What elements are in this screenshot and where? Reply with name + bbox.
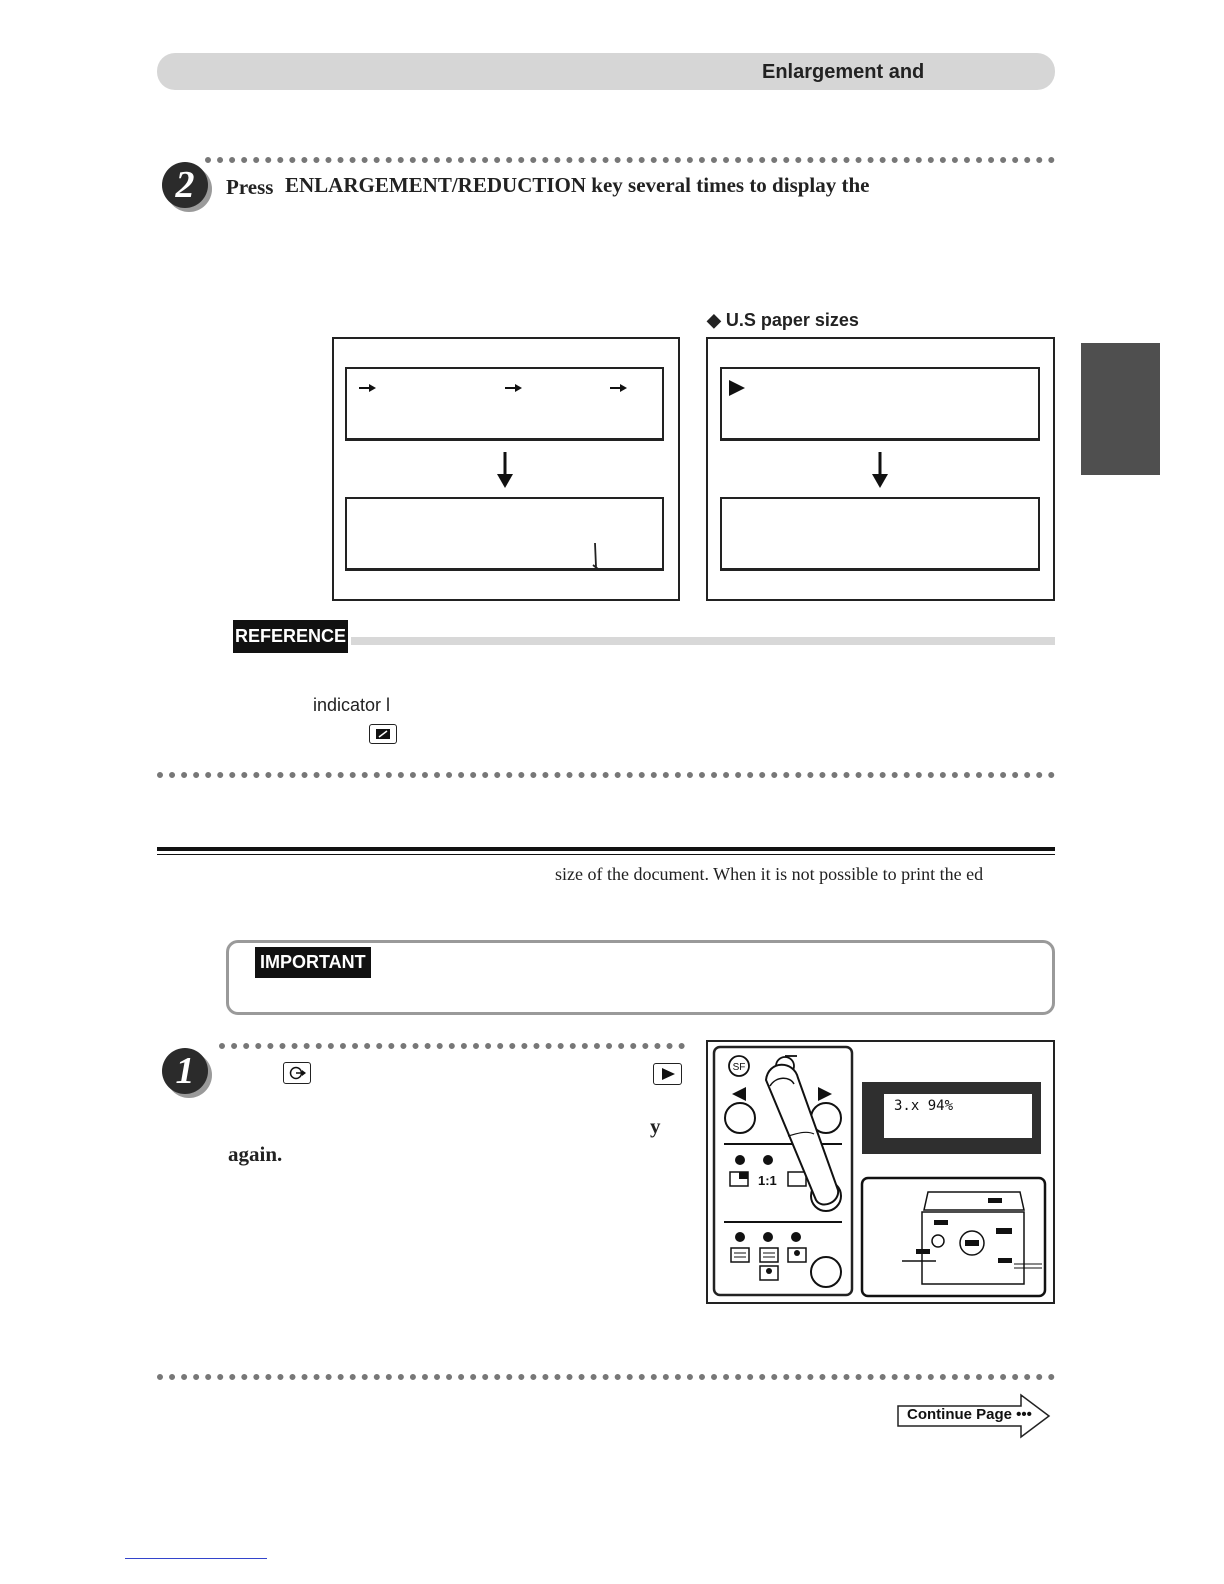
step-2-instruction: ENLARGEMENT/REDUCTION key several times to display the: [285, 173, 870, 197]
dotted-divider: [219, 1043, 685, 1049]
footer-link-underline[interactable]: [125, 1558, 267, 1559]
step-1-fragment: y: [650, 1114, 661, 1138]
rotate-key-icon: [283, 1062, 311, 1084]
lcd-readout: 3.x 94%: [894, 1098, 954, 1114]
continue-page-link[interactable]: Continue Page •••: [907, 1406, 1032, 1423]
lcd-display-top-left: [345, 367, 664, 441]
sf-label: SF: [732, 1062, 746, 1073]
play-triangle-icon: [726, 377, 750, 401]
step-2-press: Press: [226, 175, 274, 199]
reference-rule: [351, 637, 1055, 645]
lcd-display-bottom-left: [345, 497, 664, 571]
dotted-divider: [157, 772, 1055, 778]
lcd-display-top-right: [720, 367, 1040, 441]
down-arrow-icon: [494, 450, 516, 490]
us-paper-sizes-label: ◆ U.S paper sizes: [707, 310, 859, 330]
dotted-divider: [205, 157, 1055, 163]
section-rule: [157, 847, 1055, 851]
reference-label: REFERENCE: [233, 620, 348, 653]
cursor-mark-icon: [589, 539, 609, 573]
original-key-icon: [369, 724, 397, 744]
step-1-again: again.: [228, 1142, 283, 1166]
chapter-tab: [1081, 343, 1160, 475]
header-title: Enlargement and: [762, 61, 925, 83]
right-key-icon: [653, 1063, 682, 1085]
dotted-divider: [157, 1374, 1055, 1380]
ratio-label: 1:1: [758, 1173, 777, 1188]
section-rule-thin: [157, 854, 1055, 855]
step-2-badge: 2: [162, 162, 208, 208]
control-panel-illustration: [706, 1040, 1055, 1304]
reference-text: indicator l: [313, 695, 391, 715]
step-1-badge: 1: [162, 1048, 208, 1094]
section-body-text: size of the document. When it is not possible to print the ed: [555, 864, 984, 884]
lcd-display-bottom-right: [720, 497, 1040, 571]
right-arrow-icon: [347, 369, 662, 409]
down-arrow-icon: [869, 450, 891, 490]
important-label: IMPORTANT: [255, 947, 371, 978]
